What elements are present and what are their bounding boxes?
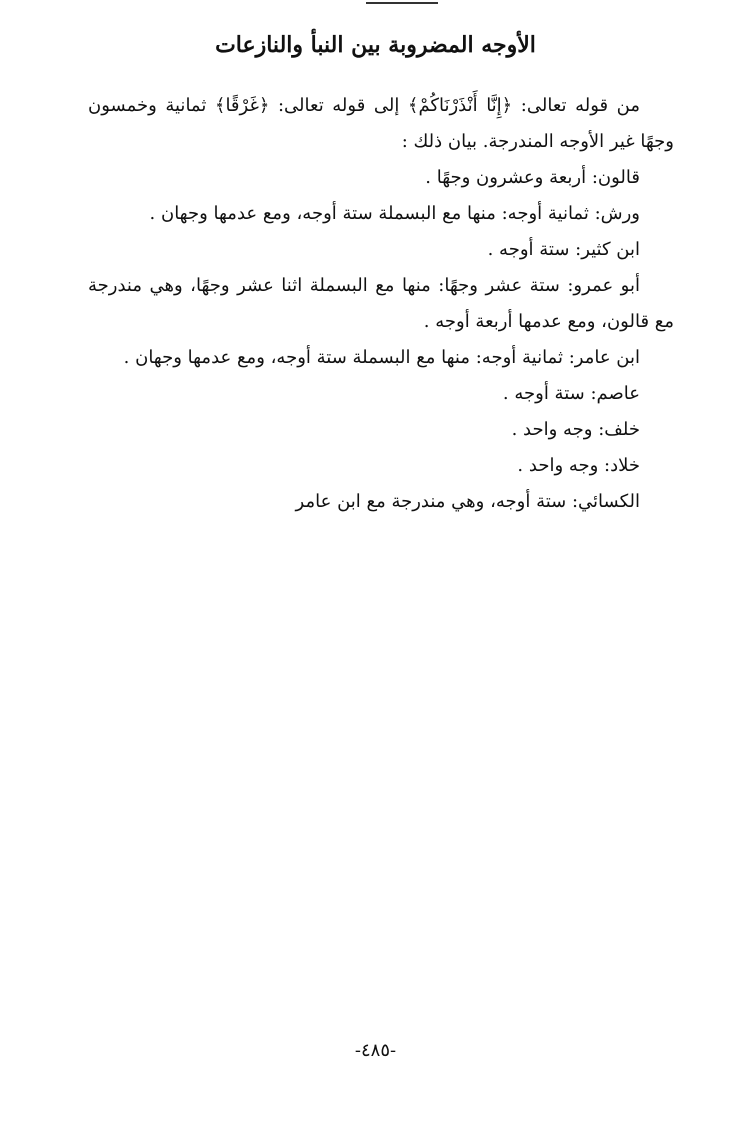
top-rule [366,2,438,4]
entry-ibn-kathir: ابن كثير: ستة أوجه . [487,239,640,260]
entry-kisai: الكسائي: ستة أوجه، وهي مندرجة مع ابن عامر [295,491,640,512]
entry-ibn-amir: ابن عامر: ثمانية أوجه: منها مع البسملة ستة أوجه، ومع عدمها وجهان . [123,347,640,368]
entry-abu-amr: أبو عمرو: ستة عشر وجهًا: منها مع البسملة اثنا عشر وجهًا، وهي مندرجة مع قالون، ومع عدمها أربعة أوجه . [88,275,674,332]
page-number: -٤٨٥- [354,1040,397,1061]
entry-khalaf: خلف: وجه واحد . [511,419,640,440]
intro-paragraph: من قوله تعالى: ﴿إِنَّا أَنْذَرْنَاكُمْ﴾ إلى قوله تعالى: ﴿غَرْقًا﴾ ثمانية وخمسون وجهًا غير الأوجه المندرجة. بيان ذلك : [88,95,674,152]
entry-warsh: ورش: ثمانية أوجه: منها مع البسملة ستة أوجه، ومع عدمها وجهان . [149,203,640,224]
page-body [88,88,674,520]
entry-khallad: خلاد: وجه واحد . [517,455,640,476]
entry-asim: عاصم: ستة أوجه . [502,383,640,404]
entry-qalun: قالون: أربعة وعشرون وجهًا . [425,167,640,188]
page-title: الأوجه المضروبة بين النبأ والنازعات [215,32,536,58]
